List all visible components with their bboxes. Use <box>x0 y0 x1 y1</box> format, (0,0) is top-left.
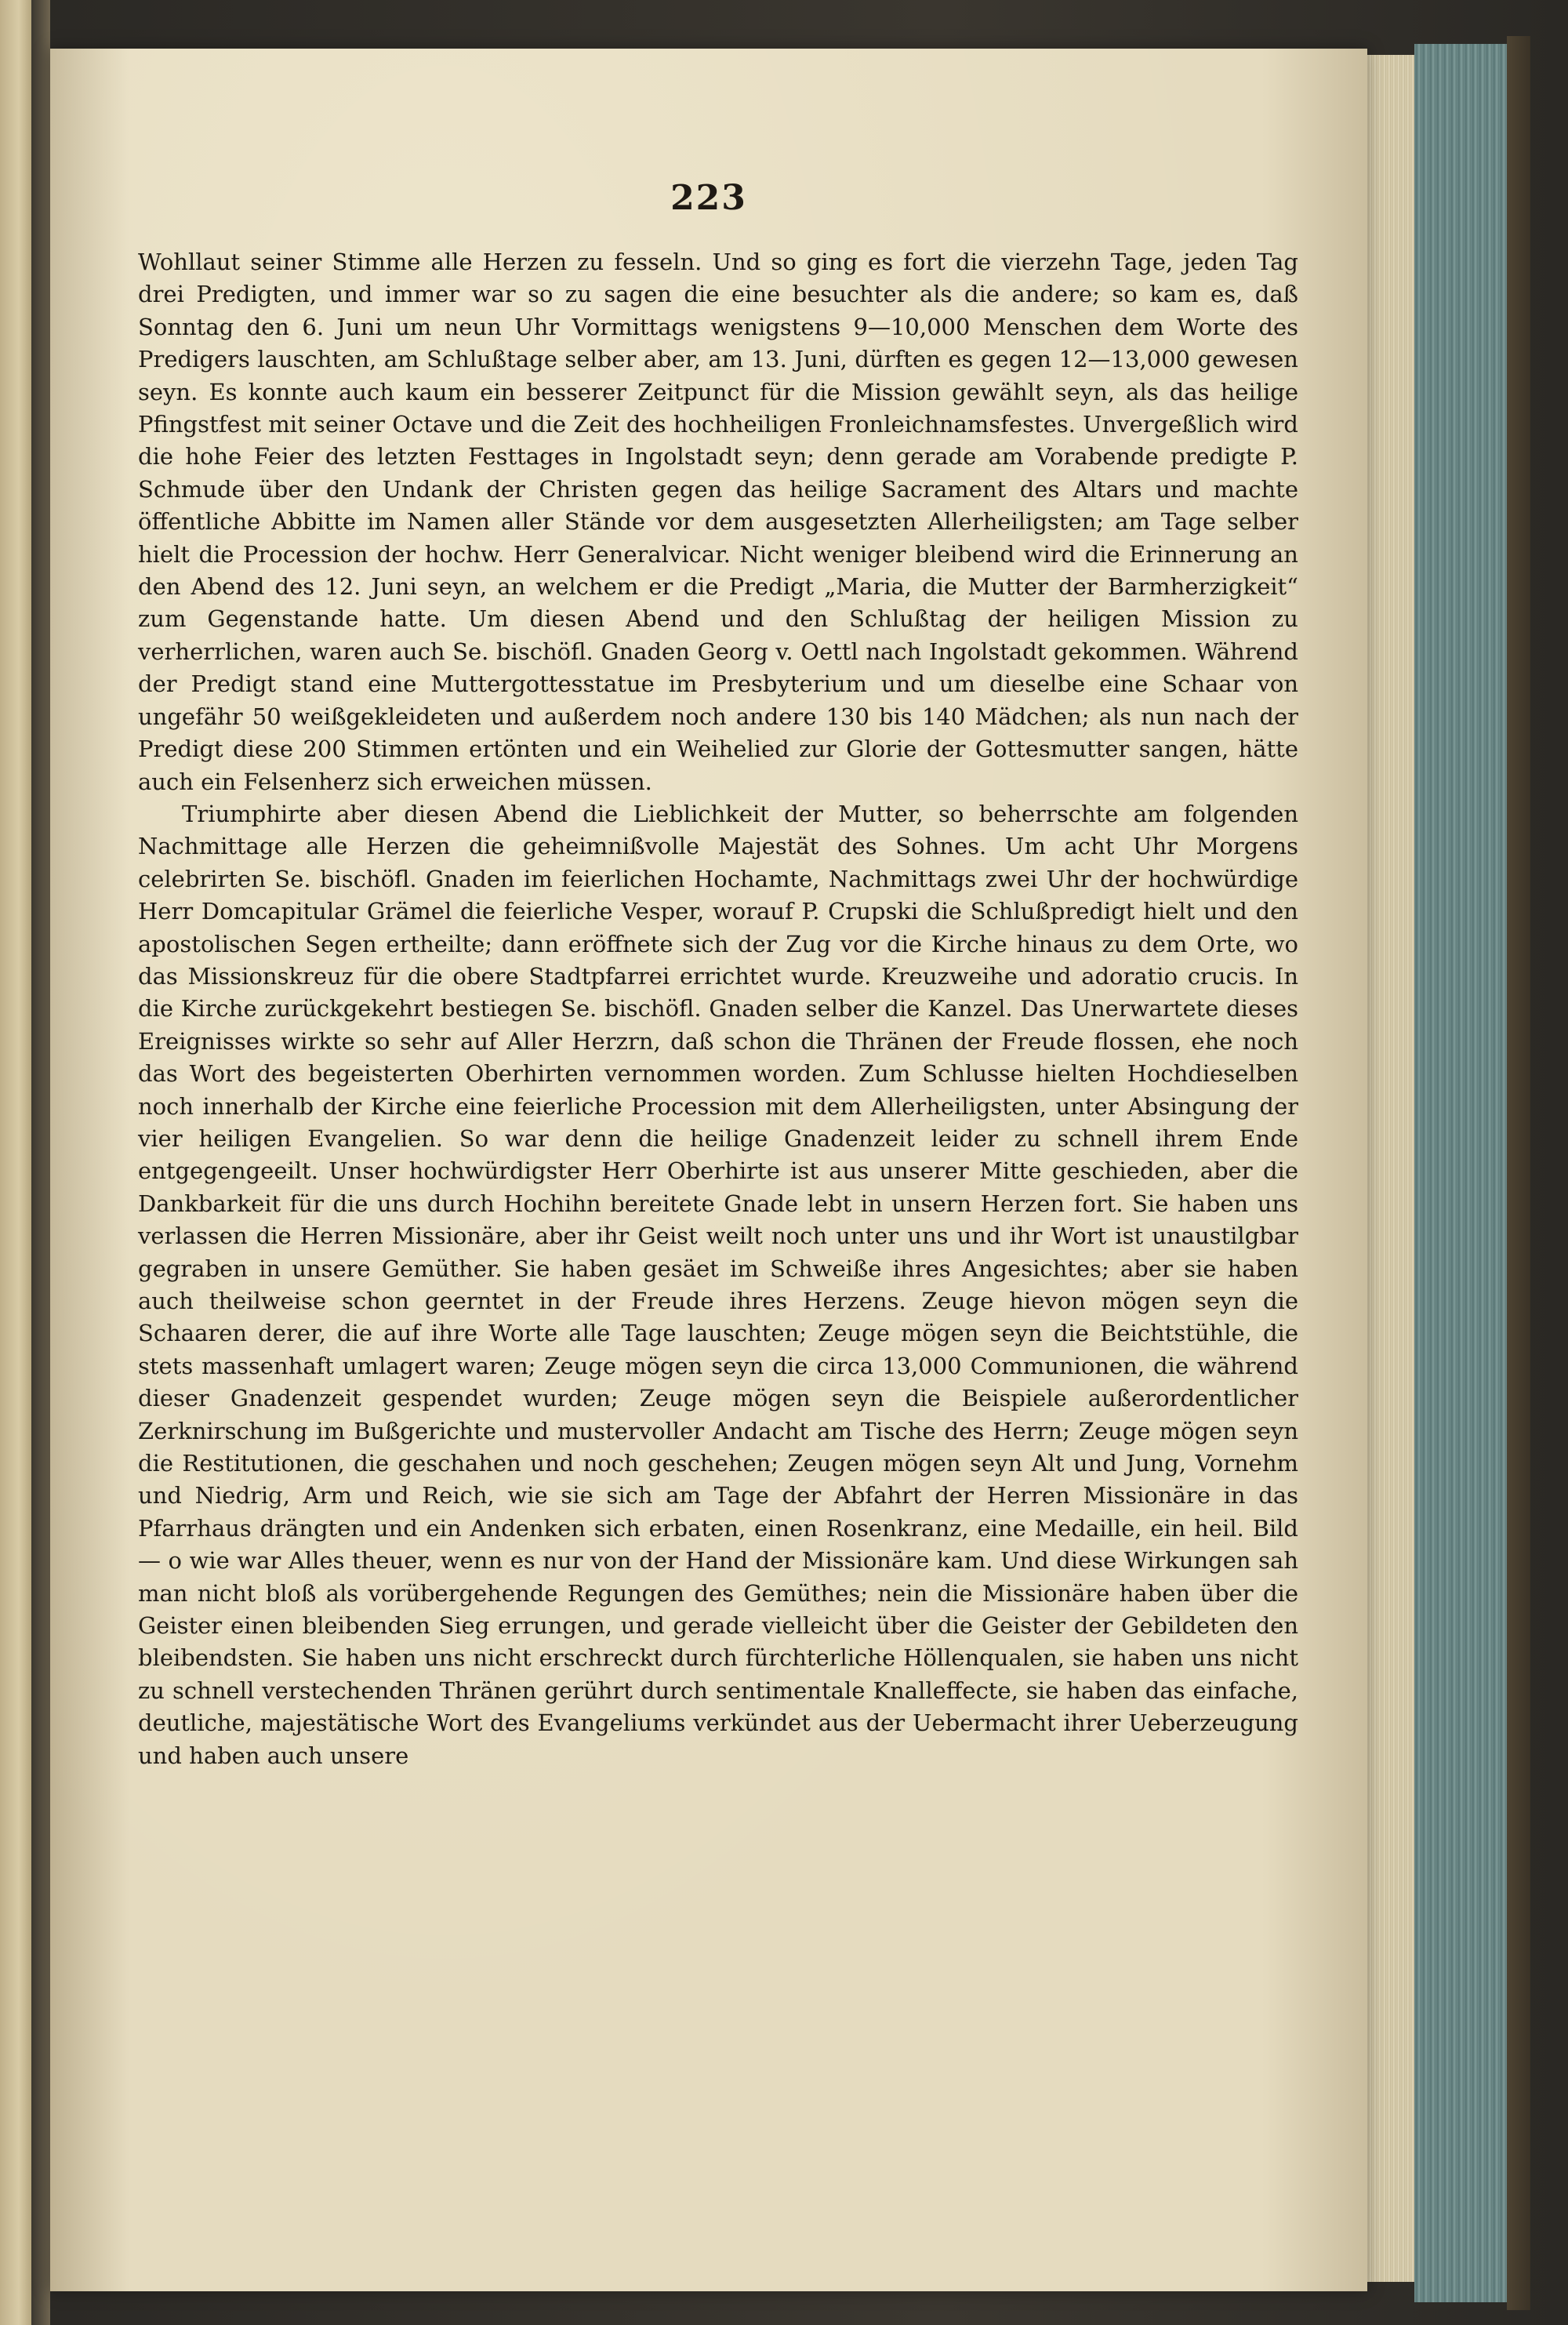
page-body <box>138 246 1298 1772</box>
paragraph-2: Triumphirte aber diesen Abend die Lieblichkeit der Mutter, so beherrschte am folgenden Nachmittage alle Herzen die geheimnißvolle Majestät des Sohnes. Um acht Uhr Morgens celebrirten Se. bischöfl. Gnaden im feierlichen Hochamte, Nachmittags zwei Uhr der hochwürdige Herr Domcapitular Grämel die feierliche Vesper, worauf P. Crupski die Schlußpredigt hielt und den apostolischen Segen ertheilte; dann eröffnete sich der Zug vor die Kirche hinaus zu dem Orte, wo das Missionskreuz für die obere Stadtpfarrei errichtet wurde. Kreuzweihe und adoratio crucis. In die Kirche zurückgekehrt bestiegen Se. bischöfl. Gnaden selber die Kanzel. Das Unerwartete dieses Ereignisses wirkte so sehr auf Aller Herzrn, daß schon die Thränen der Freude flossen, ehe noch das Wort des begeisterten Oberhirten vernommen worden. Zum Schlusse hielten Hochdieselben noch innerhalb der Kirche eine feierliche Procession mit dem Allerheiligsten, unter Absingung der vier heiligen Evangelien. So war denn die heilige Gnadenzeit leider zu schnell ihrem Ende entgegengeeilt. Unser hochwürdigster Herr Oberhirte ist aus unserer Mitte geschieden, aber die Dankbarkeit für die uns durch Hochihn bereitete Gnade lebt in unsern Herzen fort. Sie haben uns verlassen die Herren Missionäre, aber ihr Geist weilt noch unter uns und ihr Wort ist unaustilgbar gegraben in unsere Gemüther. Sie haben gesäet im Schweiße ihres Angesichtes; aber sie haben auch theilweise schon geerntet in der Freude ihres Herzens. Zeuge hievon mögen seyn die Schaaren derer, die auf ihre Worte alle Tage lauschten; Zeuge mögen seyn die Beichtstühle, die stets massenhaft umlagert waren; Zeuge mögen seyn die circa 13,000 Communionen, die während dieser Gnadenzeit gespendet wurden; Zeuge mögen seyn die Beispiele außerordentlicher Zerknirschung im Bußgerichte und mustervoller Andacht am Tische des Herrn; Zeuge mögen seyn die Restitutionen, die geschahen und noch geschehen; Zeugen mögen seyn Alt und Jung, Vornehm und Niedrig, Arm und Reich, wie sie sich am Tage der Abfahrt der Herren Missionäre in das Pfarrhaus drängten und ein Andenken sich erbaten, einen Rosenkranz, eine Medaille, ein heil. Bild — o wie war Alles theuer, wenn es nur von der Hand der Missionäre kam. Und diese Wirkungen sah man nicht bloß als vorübergehende Regungen des Gemüthes; nein die Missionäre haben über die Geister einen bleibenden Sieg errungen, und gerade vielleicht über die Geister der Gebildeten den bleibendsten. Sie haben uns nicht erschreckt durch fürchterliche Höllenqualen, sie haben uns nicht zu schnell verstechenden Thränen gerührt durch sentimentale Knalleffecte, sie haben das einfache, deutliche, majestätische Wort des Evangeliums verkündet aus der Uebermacht ihrer Ueberzeugung und haben auch unsere <box>138 800 1298 1769</box>
paragraph-1: Wohllaut seiner Stimme alle Herzen zu fesseln. Und so ging es fort die vierzehn Tage, jeden Tag drei Predigten, und immer war so zu sagen die eine besuchter als die andere; so kam es, daß Sonntag den 6. Juni um neun Uhr Vormittags wenigstens 9—10,000 Menschen dem Worte des Predigers lauschten, am Schlußtage selber aber, am 13. Juni, dürften es gegen 12—13,000 gewesen seyn. Es konnte auch kaum ein besserer Zeitpunct für die Mission gewählt seyn, als das heilige Pfingstfest mit seiner Octave und die Zeit des hochheiligen Fronleichnamsfestes. Unvergeßlich wird die hohe Feier des letzten Festtages in Ingolstadt seyn; denn gerade am Vorabende predigte P. Schmude über den Undank der Christen gegen das heilige Sacrament des Altars und machte öffentliche Abbitte im Namen aller Stände vor dem ausgesetzten Allerheiligsten; am Tage selber hielt die Procession der hochw. Herr Generalvicar. Nicht weniger bleibend wird die Erinnerung an den Abend des 12. Juni seyn, an welchem er die Predigt „Maria, die Mutter der Barmherzigkeit“ zum Gegenstande hatte. Um diesen Abend und den Schlußtag der heiligen Mission zu verherrlichen, waren auch Se. bischöfl. Gnaden Georg v. Oettl nach Ingolstadt gekommen. Während der Predigt stand eine Muttergottesstatue im Presbyterium und um dieselbe eine Schaar von ungefähr 50 weißgekleideten und außerdem noch andere 130 bis 140 Mädchen; als nun nach der Predigt diese 200 Stimmen ertönten und ein Weihelied zur Glorie der Gottesmutter sangen, hätte auch ein Felsenherz sich erweichen müssen. <box>138 249 1298 795</box>
book-gutter <box>31 0 50 2325</box>
book-cover-edge <box>1414 44 1507 2302</box>
page-number: 223 <box>670 178 747 218</box>
book-cover-spine <box>1507 36 1530 2310</box>
page-edges <box>1367 55 1414 2282</box>
book-page <box>50 49 1367 2291</box>
previous-page-edge <box>0 0 31 2325</box>
